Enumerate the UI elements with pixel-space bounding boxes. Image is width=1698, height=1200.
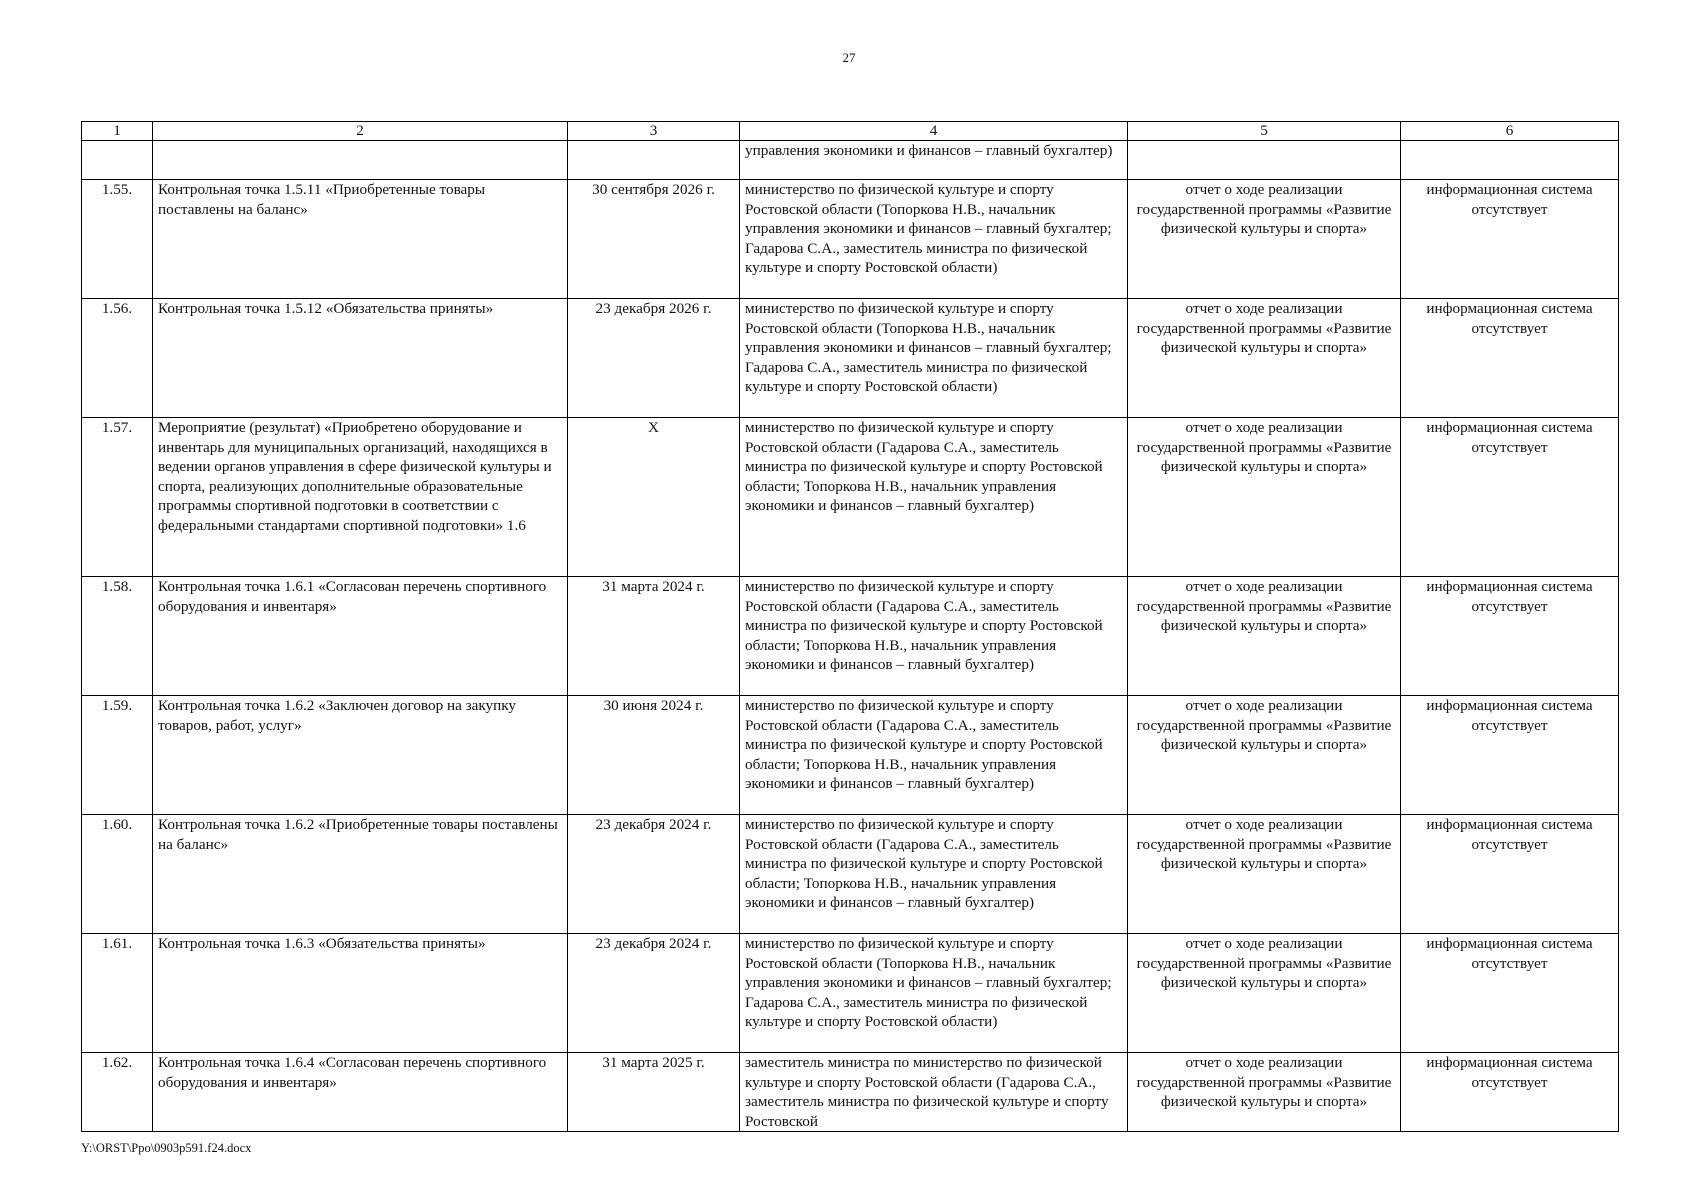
row-document: отчет о ходе реализации государственной программы «Развитие физической культуры и спорта» bbox=[1128, 934, 1401, 1053]
row-responsible: министерство по физической культуре и спорту Ростовской области (Гадарова С.А., заместитель министра по физической культуре и спорту Ростовской области; Топоркова Н.В., начальник управления экономики и финансов – главный бухгалтер) bbox=[740, 815, 1128, 934]
continuation-responsible: управления экономики и финансов – главный бухгалтер) bbox=[740, 141, 1128, 180]
row-number: 1.56. bbox=[82, 299, 153, 418]
header-cell-2: 2 bbox=[153, 122, 568, 141]
row-date: 23 декабря 2024 г. bbox=[568, 815, 740, 934]
row-name: Контрольная точка 1.6.3 «Обязательства приняты» bbox=[153, 934, 568, 1053]
continuation-cell-5 bbox=[1128, 141, 1401, 180]
row-name: Контрольная точка 1.6.2 «Приобретенные товары поставлены на баланс» bbox=[153, 815, 568, 934]
row-date: 31 марта 2024 г. bbox=[568, 577, 740, 696]
row-date: 30 июня 2024 г. bbox=[568, 696, 740, 815]
table-row bbox=[82, 299, 1619, 418]
footer-file-path: Y:\ORST\Ppo\0903p591.f24.docx bbox=[81, 1141, 252, 1155]
header-cell-3: 3 bbox=[568, 122, 740, 141]
continuation-cell-6 bbox=[1401, 141, 1619, 180]
row-responsible: министерство по физической культуре и спорту Ростовской области (Топоркова Н.В., начальник управления экономики и финансов – главный бухгалтер; Гадарова С.А., заместитель министра по физической культуре и спорту Ростовской области) bbox=[740, 934, 1128, 1053]
row-responsible: министерство по физической культуре и спорту Ростовской области (Гадарова С.А., заместитель министра по физической культуре и спорту Ростовской области; Топоркова Н.В., начальник управления экономики и финансов – главный бухгалтер) bbox=[740, 418, 1128, 577]
row-system: информационная система отсутствует bbox=[1401, 696, 1619, 815]
row-date: 23 декабря 2026 г. bbox=[568, 299, 740, 418]
continuation-cell-1 bbox=[82, 141, 153, 180]
row-document: отчет о ходе реализации государственной программы «Развитие физической культуры и спорта» bbox=[1128, 418, 1401, 577]
row-number: 1.55. bbox=[82, 180, 153, 299]
row-date: 30 сентября 2026 г. bbox=[568, 180, 740, 299]
row-document: отчет о ходе реализации государственной программы «Развитие физической культуры и спорта» bbox=[1128, 180, 1401, 299]
row-name: Контрольная точка 1.6.1 «Согласован перечень спортивного оборудования и инвентаря» bbox=[153, 577, 568, 696]
row-date: X bbox=[568, 418, 740, 577]
row-name: Мероприятие (результат) «Приобретено оборудование и инвентарь для муниципальных организаций, находящихся в ведении органов управления в сфере физической культуры и спорта, реализующих дополнительные образовательные программы спортивной подготовки в соответствии с федеральными стандартами спортивной подготовки» 1.6 bbox=[153, 418, 568, 577]
row-system: информационная система отсутствует bbox=[1401, 180, 1619, 299]
row-number: 1.60. bbox=[82, 815, 153, 934]
table-row bbox=[82, 934, 1619, 1053]
table-header-row bbox=[82, 122, 1619, 141]
page-number: 27 bbox=[842, 50, 856, 65]
table-row bbox=[82, 696, 1619, 815]
row-system: информационная система отсутствует bbox=[1401, 577, 1619, 696]
header-cell-6: 6 bbox=[1401, 122, 1619, 141]
row-system: информационная система отсутствует bbox=[1401, 934, 1619, 1053]
row-name: Контрольная точка 1.6.2 «Заключен договор на закупку товаров, работ, услуг» bbox=[153, 696, 568, 815]
row-document: отчет о ходе реализации государственной программы «Развитие физической культуры и спорта» bbox=[1128, 299, 1401, 418]
header-cell-4: 4 bbox=[740, 122, 1128, 141]
row-name: Контрольная точка 1.5.11 «Приобретенные товары поставлены на баланс» bbox=[153, 180, 568, 299]
row-number: 1.59. bbox=[82, 696, 153, 815]
continuation-cell-3 bbox=[568, 141, 740, 180]
table-row bbox=[82, 1053, 1619, 1132]
row-system: информационная система отсутствует bbox=[1401, 299, 1619, 418]
continuation-row bbox=[82, 141, 1619, 180]
row-responsible: министерство по физической культуре и спорту Ростовской области (Топоркова Н.В., начальник управления экономики и финансов – главный бухгалтер; Гадарова С.А., заместитель министра по физической культуре и спорту Ростовской области) bbox=[740, 180, 1128, 299]
table-row bbox=[82, 418, 1619, 577]
row-document: отчет о ходе реализации государственной программы «Развитие физической культуры и спорта» bbox=[1128, 815, 1401, 934]
header-cell-1: 1 bbox=[82, 122, 153, 141]
header-cell-5: 5 bbox=[1128, 122, 1401, 141]
row-document: отчет о ходе реализации государственной программы «Развитие физической культуры и спорта» bbox=[1128, 696, 1401, 815]
row-number: 1.62. bbox=[82, 1053, 153, 1132]
table-row bbox=[82, 577, 1619, 696]
row-responsible: министерство по физической культуре и спорту Ростовской области (Топоркова Н.В., начальник управления экономики и финансов – главный бухгалтер; Гадарова С.А., заместитель министра по физической культуре и спорту Ростовской области) bbox=[740, 299, 1128, 418]
row-number: 1.57. bbox=[82, 418, 153, 577]
plan-table bbox=[81, 121, 1619, 1132]
row-document: отчет о ходе реализации государственной программы «Развитие физической культуры и спорта» bbox=[1128, 577, 1401, 696]
row-system: информационная система отсутствует bbox=[1401, 418, 1619, 577]
row-responsible: заместитель министра по министерство по физической культуре и спорту Ростовской области (Гадарова С.А., заместитель министра по физической культуре и спорту Ростовской bbox=[740, 1053, 1128, 1132]
row-document: отчет о ходе реализации государственной программы «Развитие физической культуры и спорта» bbox=[1128, 1053, 1401, 1132]
row-name: Контрольная точка 1.6.4 «Согласован перечень спортивного оборудования и инвентаря» bbox=[153, 1053, 568, 1132]
row-date: 31 марта 2025 г. bbox=[568, 1053, 740, 1132]
row-system: информационная система отсутствует bbox=[1401, 1053, 1619, 1132]
table-row bbox=[82, 180, 1619, 299]
row-number: 1.61. bbox=[82, 934, 153, 1053]
row-number: 1.58. bbox=[82, 577, 153, 696]
row-date: 23 декабря 2024 г. bbox=[568, 934, 740, 1053]
continuation-cell-2 bbox=[153, 141, 568, 180]
row-name: Контрольная точка 1.5.12 «Обязательства приняты» bbox=[153, 299, 568, 418]
row-responsible: министерство по физической культуре и спорту Ростовской области (Гадарова С.А., заместитель министра по физической культуре и спорту Ростовской области; Топоркова Н.В., начальник управления экономики и финансов – главный бухгалтер) bbox=[740, 696, 1128, 815]
row-responsible: министерство по физической культуре и спорту Ростовской области (Гадарова С.А., заместитель министра по физической культуре и спорту Ростовской области; Топоркова Н.В., начальник управления экономики и финансов – главный бухгалтер) bbox=[740, 577, 1128, 696]
row-system: информационная система отсутствует bbox=[1401, 815, 1619, 934]
table-row bbox=[82, 815, 1619, 934]
